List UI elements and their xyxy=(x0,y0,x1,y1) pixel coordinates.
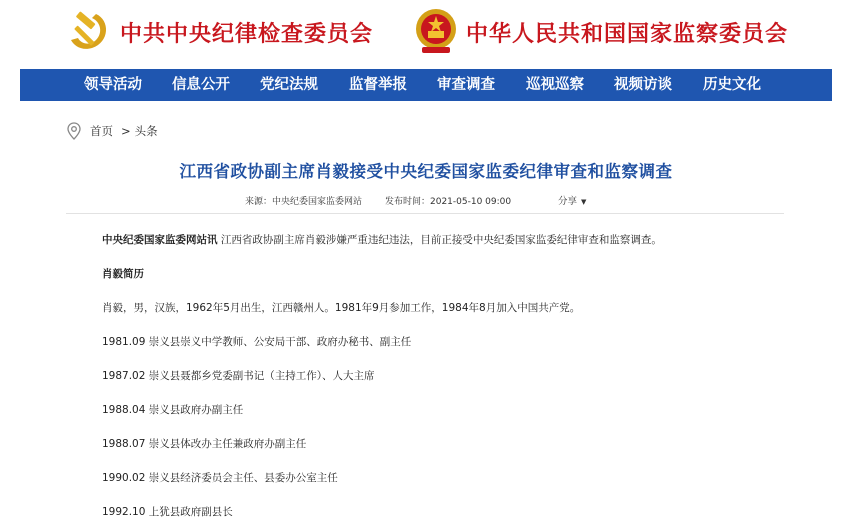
lead-source: 中央纪委国家监委网站讯 xyxy=(102,234,218,246)
breadcrumb-home-link[interactable]: 首页 xyxy=(90,124,113,138)
career-item: 1987.02 崇义县聂都乡党委副书记（主持工作）、人大主席 xyxy=(102,370,375,382)
site-title-ccdi[interactable]: 中共中央纪律检查委员会 xyxy=(120,21,374,47)
article-publish-time: 发布时间：2021-05-10 09:00 xyxy=(385,197,512,207)
nav-item-leadership[interactable]: 领导活动 xyxy=(84,76,142,93)
bio-heading xyxy=(102,266,144,281)
location-pin-icon xyxy=(66,122,82,140)
lead-paragraph xyxy=(102,232,662,247)
career-item: 1990.02 崇义县经济委员会主任、县委办公室主任 xyxy=(102,472,338,484)
bio-intro: 肖毅，男，汉族，1962年5月出生，江西赣州人。1981年9月参加工作，1984年8月加入中国共产党。 xyxy=(102,302,581,314)
career-item: 1992.10 上犹县政府副县长 xyxy=(102,506,233,518)
main-nav xyxy=(20,69,832,101)
article-title: 江西省政协副主席肖毅接受中央纪委国家监委纪律审查和监察调查 xyxy=(179,162,673,181)
lead-text: 江西省政协副主席肖毅涉嫌严重违纪违法，目前正接受中央纪委国家监委纪律审查和监察调查。 xyxy=(220,234,662,246)
nav-item-history[interactable]: 历史文化 xyxy=(703,76,761,93)
party-emblem-icon xyxy=(66,8,112,54)
career-item: 1981.09 崇义县崇义中学教师、公安局干部、政府办秘书、副主任 xyxy=(102,336,412,348)
nav-item-video[interactable]: 视频访谈 xyxy=(614,76,672,93)
nav-item-info[interactable]: 信息公开 xyxy=(172,76,230,93)
nav-item-regulations[interactable]: 党纪法规 xyxy=(260,76,318,93)
article-source: 来源：中央纪委国家监委网站 xyxy=(245,197,363,207)
breadcrumb xyxy=(66,121,158,141)
share-label: 分享 xyxy=(558,196,578,207)
meta-divider xyxy=(66,213,784,214)
breadcrumb-current[interactable]: 头条 xyxy=(134,124,158,138)
nav-item-inspection[interactable]: 巡视巡察 xyxy=(526,76,584,93)
career-item: 1988.07 崇义县体改办主任兼政府办副主任 xyxy=(102,438,307,450)
career-item: 1988.04 崇义县政府办副主任 xyxy=(102,404,244,416)
national-emblem-icon xyxy=(414,7,458,55)
site-header xyxy=(0,0,852,68)
bio-heading-text: 肖毅简历 xyxy=(102,268,144,280)
site-title-nsc[interactable]: 中华人民共和国国家监察委员会 xyxy=(466,21,789,47)
nav-item-investigation[interactable]: 审查调查 xyxy=(437,76,495,93)
breadcrumb-separator: > xyxy=(121,124,131,138)
share-button[interactable] xyxy=(558,193,586,207)
chevron-down-icon: ▼ xyxy=(581,197,587,206)
nav-item-report[interactable]: 监督举报 xyxy=(349,76,407,93)
